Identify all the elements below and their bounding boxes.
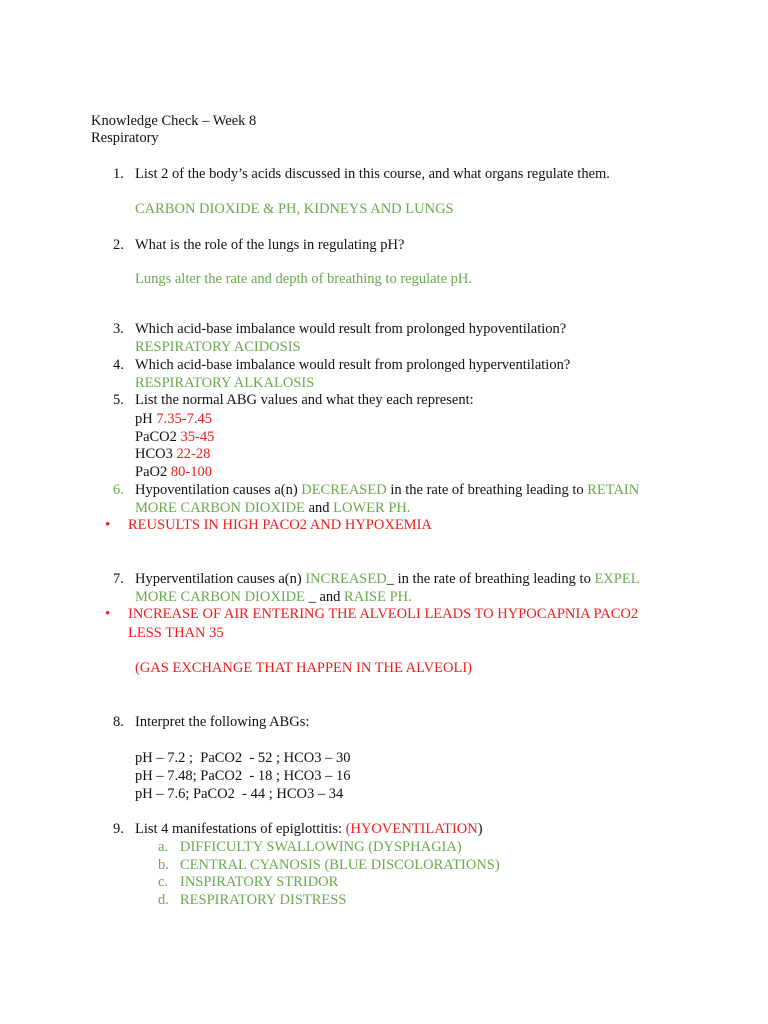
list-item: DIFFICULTY SWALLOWING (DYSPHAGIA) bbox=[180, 839, 462, 855]
abg-range: 35-45 bbox=[180, 429, 215, 445]
question-7-blank-suffix: _ bbox=[386, 571, 394, 587]
page-title: Knowledge Check – Week 8 bbox=[91, 113, 257, 129]
question-7-blank-3: RAISE PH. bbox=[344, 589, 412, 605]
question-6-text: and bbox=[308, 500, 330, 516]
abg-range: 7.35-7.45 bbox=[156, 411, 212, 427]
question-9-highlight: HYOVENTILATION bbox=[350, 821, 478, 837]
question-5-text: List the normal ABG values and what they each represent: bbox=[135, 392, 474, 408]
question-6-blank-2: MORE CARBON DIOXIDE bbox=[135, 500, 305, 516]
abg-label: PaCO2 bbox=[135, 429, 177, 445]
question-6-blank-3: LOWER PH. bbox=[333, 500, 411, 516]
list-item-letter: a. bbox=[158, 839, 169, 855]
question-2-answer: Lungs alter the rate and depth of breathing to regulate pH. bbox=[135, 271, 473, 287]
question-5-number: 5. bbox=[113, 392, 124, 408]
question-9-text: List 4 manifestations of epiglottitis: bbox=[135, 821, 343, 837]
question-7-blank-2: EXPEL bbox=[594, 571, 640, 587]
question-1-answer: CARBON DIOXIDE & PH, KIDNEYS AND LUNGS bbox=[135, 201, 454, 217]
question-7-blank-1: INCREASED bbox=[305, 571, 387, 587]
abg-label: HCO3 bbox=[135, 446, 173, 462]
question-6-note: REUSULTS IN HIGH PACO2 AND HYPOXEMIA bbox=[128, 517, 432, 533]
list-item: CENTRAL CYANOSIS (BLUE DISCOLORATIONS) bbox=[180, 857, 500, 873]
question-8-text: Interpret the following ABGs: bbox=[135, 714, 310, 730]
question-7-number: 7. bbox=[113, 571, 124, 587]
question-7-note: INCREASE OF AIR ENTERING THE ALVEOLI LEADS TO HYPOCAPNIA PACO2 bbox=[128, 606, 639, 622]
abg-label: pH bbox=[135, 411, 153, 427]
question-7-text: Hyperventilation causes a(n) bbox=[135, 571, 302, 587]
question-9-number: 9. bbox=[113, 821, 124, 837]
abg-normal-value bbox=[135, 445, 210, 463]
abg-normal-value bbox=[135, 410, 212, 428]
abg-case: pH – 7.48; PaCO2 - 18 ; HCO3 – 16 bbox=[135, 768, 351, 784]
question-2-text: What is the role of the lungs in regulating pH? bbox=[135, 237, 405, 253]
abg-range: 80-100 bbox=[170, 464, 212, 480]
list-item-letter: c. bbox=[158, 874, 169, 890]
question-6-text: Hypoventilation causes a(n) bbox=[135, 482, 298, 498]
page-subtitle: Respiratory bbox=[91, 130, 159, 146]
question-4-text: Which acid-base imbalance would result from prolonged hyperventilation? bbox=[135, 357, 571, 373]
question-7-line-2 bbox=[135, 588, 412, 606]
question-6-text: in the rate of breathing leading to bbox=[390, 482, 584, 498]
abg-case: pH – 7.6; PaCO2 - 44 ; HCO3 – 34 bbox=[135, 786, 344, 802]
bullet-icon: • bbox=[105, 606, 111, 622]
question-7-line-1 bbox=[135, 570, 640, 588]
abg-label: PaO2 bbox=[135, 464, 168, 480]
question-9-paren-close: ) bbox=[477, 821, 483, 837]
question-6-number: 6. bbox=[113, 482, 124, 498]
bullet-icon: • bbox=[105, 517, 111, 533]
question-4-number: 4. bbox=[113, 357, 124, 373]
abg-case: pH – 7.2 ; PaCO2 - 52 ; HCO3 – 30 bbox=[135, 750, 351, 766]
question-1-number: 1. bbox=[113, 166, 124, 182]
list-item: INSPIRATORY STRIDOR bbox=[180, 874, 339, 890]
question-3-text: Which acid-base imbalance would result from prolonged hypoventilation? bbox=[135, 321, 567, 337]
list-item-letter: b. bbox=[158, 857, 169, 873]
question-7-blank-2: MORE CARBON DIOXIDE bbox=[135, 589, 305, 605]
question-6-line-1 bbox=[135, 481, 639, 499]
abg-normal-value bbox=[135, 428, 214, 446]
question-3-answer: RESPIRATORY ACIDOSIS bbox=[135, 339, 301, 355]
question-6-blank-1: DECREASED bbox=[301, 482, 387, 498]
question-6-blank-2: RETAIN bbox=[587, 482, 640, 498]
question-2-number: 2. bbox=[113, 237, 124, 253]
question-8-number: 8. bbox=[113, 714, 124, 730]
question-9-paren-open: ( bbox=[345, 821, 351, 837]
question-4-answer: RESPIRATORY ALKALOSIS bbox=[135, 375, 315, 391]
question-7-text: _ and bbox=[308, 589, 341, 605]
question-3-number: 3. bbox=[113, 321, 124, 337]
question-7-note: LESS THAN 35 bbox=[128, 625, 224, 641]
abg-range: 22-28 bbox=[176, 446, 211, 462]
list-item-letter: d. bbox=[158, 892, 169, 908]
list-item: RESPIRATORY DISTRESS bbox=[180, 892, 347, 908]
question-7-text: in the rate of breathing leading to bbox=[397, 571, 591, 587]
question-7-note-paren: (GAS EXCHANGE THAT HAPPEN IN THE ALVEOLI) bbox=[135, 660, 472, 676]
question-1-text: List 2 of the body’s acids discussed in this course, and what organs regulate them. bbox=[135, 166, 610, 182]
abg-normal-value bbox=[135, 463, 212, 481]
question-6-line-2 bbox=[135, 499, 411, 517]
question-9-line bbox=[135, 820, 483, 838]
